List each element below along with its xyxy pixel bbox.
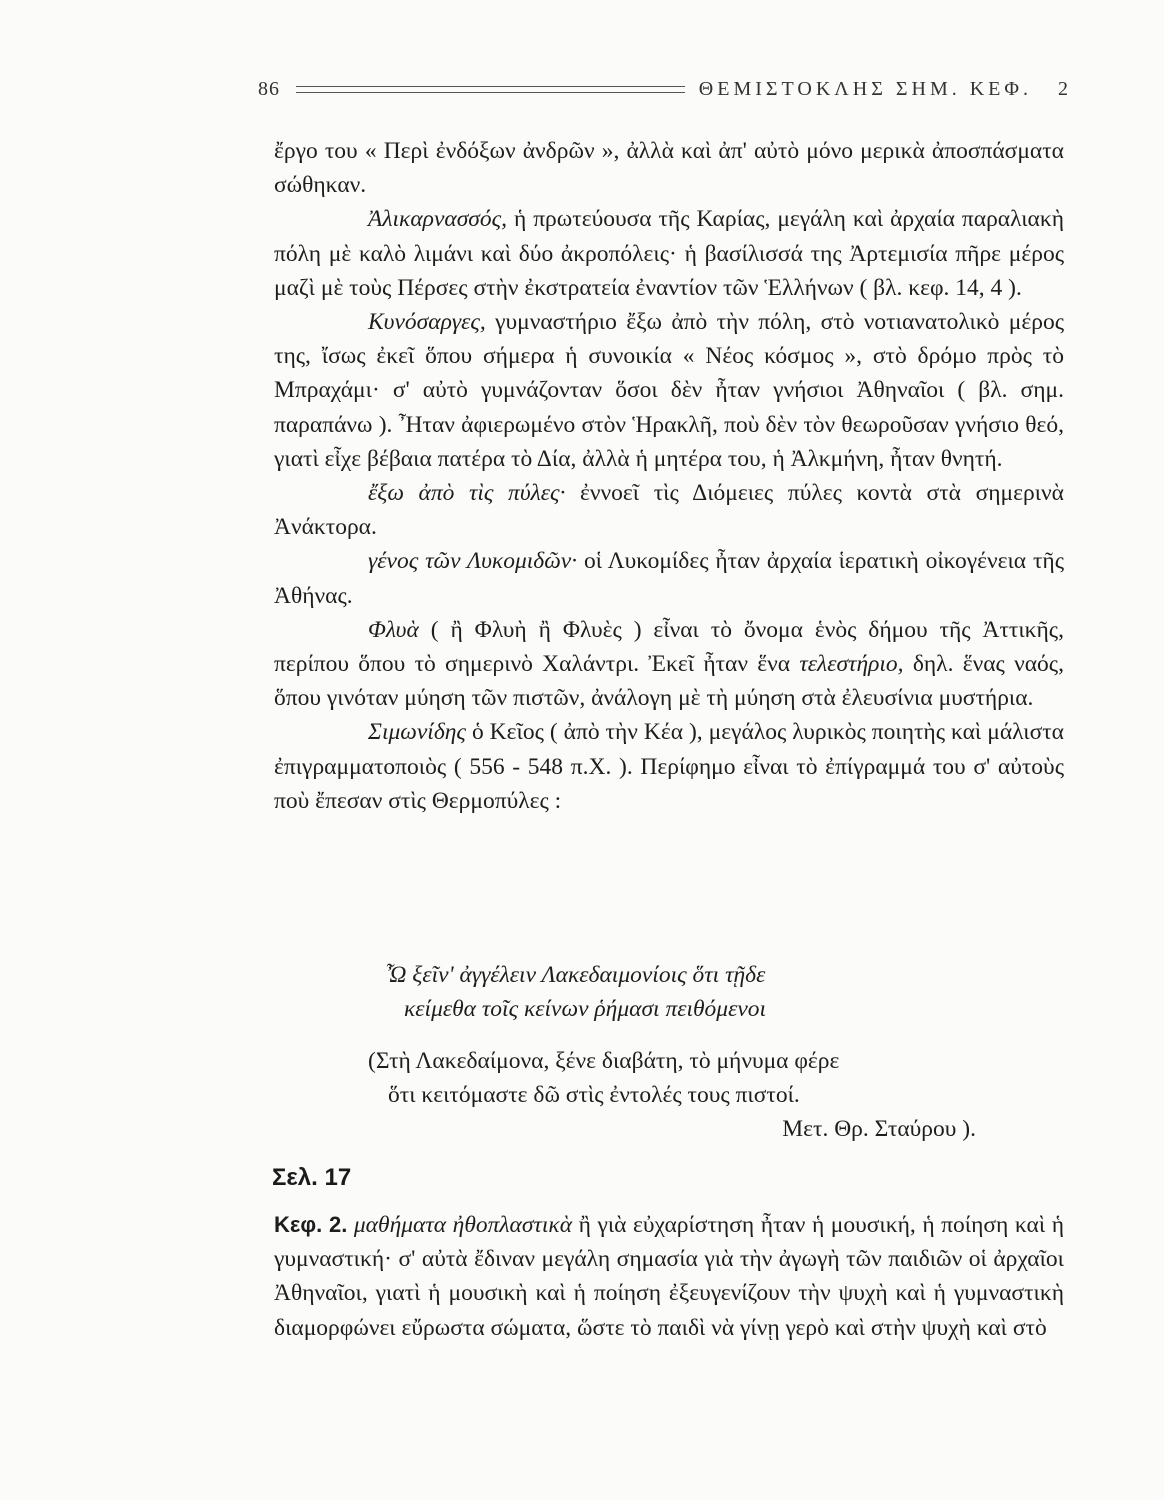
note-kef-2: [274, 1208, 1064, 1345]
note-text: οἱ Λυκομίδες ἦταν ἀρχαία ἱερατικὴ οἰκογένεια τῆς Ἀθήνας.: [274, 548, 1065, 609]
note-simonides: [274, 715, 1064, 818]
note-kynosarges: [274, 305, 1064, 476]
note-text: ἢ γιὰ εὐχαρίστηση ἦταν ἡ μουσική, ἡ ποίηση καὶ ἡ γυμναστική· σ' αὐτὰ ἔδιναν μεγάλη σημασία γιὰ τὴν ἀγωγὴ τῶν παιδιῶν οἱ ἀρχαῖοι Ἀθηναῖοι, γιατὶ ἡ μουσικὴ καὶ ἡ ποίηση ἐξευγενίζουν τὴν ψυχὴ καὶ ἡ γυμναστικὴ διαμορφώνει εὔρωστα σώματα, ὥστε τὸ παιδὶ νὰ γίνῃ γερὸ καὶ στὴν ψυχὴ καὶ στὸ: [274, 1212, 1065, 1341]
note-alikarnassos: [274, 202, 1064, 305]
note-text: γυμναστήριο ἔξω ἀπὸ τὴν πόλη, στὸ νοτιανατολικὸ μέρος της, ἴσως ἐκεῖ ὅπου σήμερα ἡ συνοικία « Νέος κόσμος », στὸ δρόμο πρὸς τὸ Μπραχάμι· σ' αὐτὸ γυμνάζονταν ὅσοι δὲν ἦταν γνήσιοι Ἀθηναῖοι ( βλ. σημ. παραπάνω ). Ἦταν ἀφιερωμένο στὸν Ἡρακλῆ, ποὺ δὲν τὸν θεωροῦσαν γνήσιο θεό, γιατὶ εἶχε βέβαια πατέρα τὸ Δία, ἀλλὰ ἡ μητέρα του, ἡ Ἀλκμήνη, ἦταν θνητή.: [274, 309, 1064, 472]
section-heading: Σελ. 17: [272, 1164, 352, 1191]
note-lykomides: [274, 544, 1064, 612]
note-term: μαθήματα ἠθοπλαστικὰ: [353, 1212, 573, 1238]
note-text: ἡ πρωτεύουσα τῆς Καρίας, μεγάλη καὶ ἀρχαία παραλιακὴ πόλη μὲ καλὸ λιμάνι καὶ δύο ἀκροπόλεις· ἡ βασίλισσά της Ἀρτεμισία πῆρε μέρος μαζὶ μὲ τοὺς Πέρσες στὴν ἐκστρατεία ἐναντίον τῶν Ἑλλήνων ( βλ. κεφ. 14, 4 ).: [274, 206, 1064, 301]
translation-line: (Στὴ Λακεδαίμονα, ξένε διαβάτη, τὸ μήνυμα φέρε: [368, 1048, 840, 1074]
notes-block: [274, 134, 1064, 818]
note-text: ὁ Κεῖος ( ἀπὸ τὴν Κέα ), μεγάλος λυρικὸς ποιητὴς καὶ μάλιστα ἐπιγραμματοποιὸς ( 556 - 548 π.Χ. ). Περίφημο εἶναι τὸ ἐπίγραμμά του σ' αὐτοὺς ποὺ ἔπεσαν στὶς Θερμοπύλες :: [274, 719, 1064, 814]
note-term: Σιμωνίδης: [368, 719, 466, 746]
running-header: [258, 74, 1068, 104]
note-pyles: [274, 476, 1064, 544]
note-term: ἔξω ἀπὸ τὶς πύλες·: [368, 480, 566, 507]
chapter-2-block: [274, 1208, 1064, 1345]
epigram: [386, 958, 1026, 1026]
epigram-line: κείμεθα τοῖς κείνων ῥήμασι πειθόμενοι: [404, 996, 767, 1023]
header-chapter-number: 2: [1058, 77, 1068, 100]
note-term: Ἀλικαρνασσός,: [368, 206, 508, 233]
note-term: γένος τῶν Λυκομιδῶν·: [368, 548, 578, 575]
note-text: ( ἢ Φλυὴ ἢ Φλυὲς ) εἶναι τὸ ὄνομα ἑνὸς δήμου τῆς Ἀττικῆς, περίπου ὅπου τὸ σημερινὸ Χαλάντρι. Ἐκεῖ ἦταν ἕνα: [274, 616, 1064, 678]
translation-line: ὅτι κειτόμαστε δῶ στὶς ἐντολές τους πιστοί.: [388, 1082, 800, 1109]
header-rule: [296, 86, 685, 93]
note-term: Φλυὰ: [368, 616, 419, 643]
note-text: δηλ. ἕνας ναός, ὅπου γινόταν μύηση τῶν πιστῶν, ἀνάλογη μὲ τὴ μύηση στὰ ἐλευσίνια μυστήρια.: [274, 651, 1064, 712]
note-text: ἐννοεῖ τὶς Διόμειες πύλες κοντὰ στὰ σημερινὰ Ἀνάκτορα.: [274, 480, 1064, 541]
epigram-line: Ὦ ξεῖν' ἀγγέλειν Λακεδαιμονίοις ὅτι τῇδε: [386, 962, 766, 988]
note-flya: [274, 613, 1064, 716]
page-number: 86: [258, 77, 280, 100]
epigram-translation: [368, 1044, 1028, 1147]
note-term: τελεστήριο,: [799, 651, 904, 678]
header-title: ΘΕΜΙΣΤΟΚΛΗΣ ΣΗΜ. ΚΕΦ.: [698, 77, 1032, 100]
paragraph-continuation: ἔργο του « Περὶ ἐνδόξων ἀνδρῶν », ἀλλὰ καὶ ἀπ' αὐτὸ μόνο μερικὰ ἀποσπάσματα σώθηκαν.: [274, 138, 1064, 199]
note-term: Κυνόσαργες,: [368, 309, 486, 336]
chapter-label: Κεφ. 2.: [274, 1212, 348, 1237]
translation-credit: Μετ. Θρ. Σταύρου ).: [782, 1116, 976, 1143]
